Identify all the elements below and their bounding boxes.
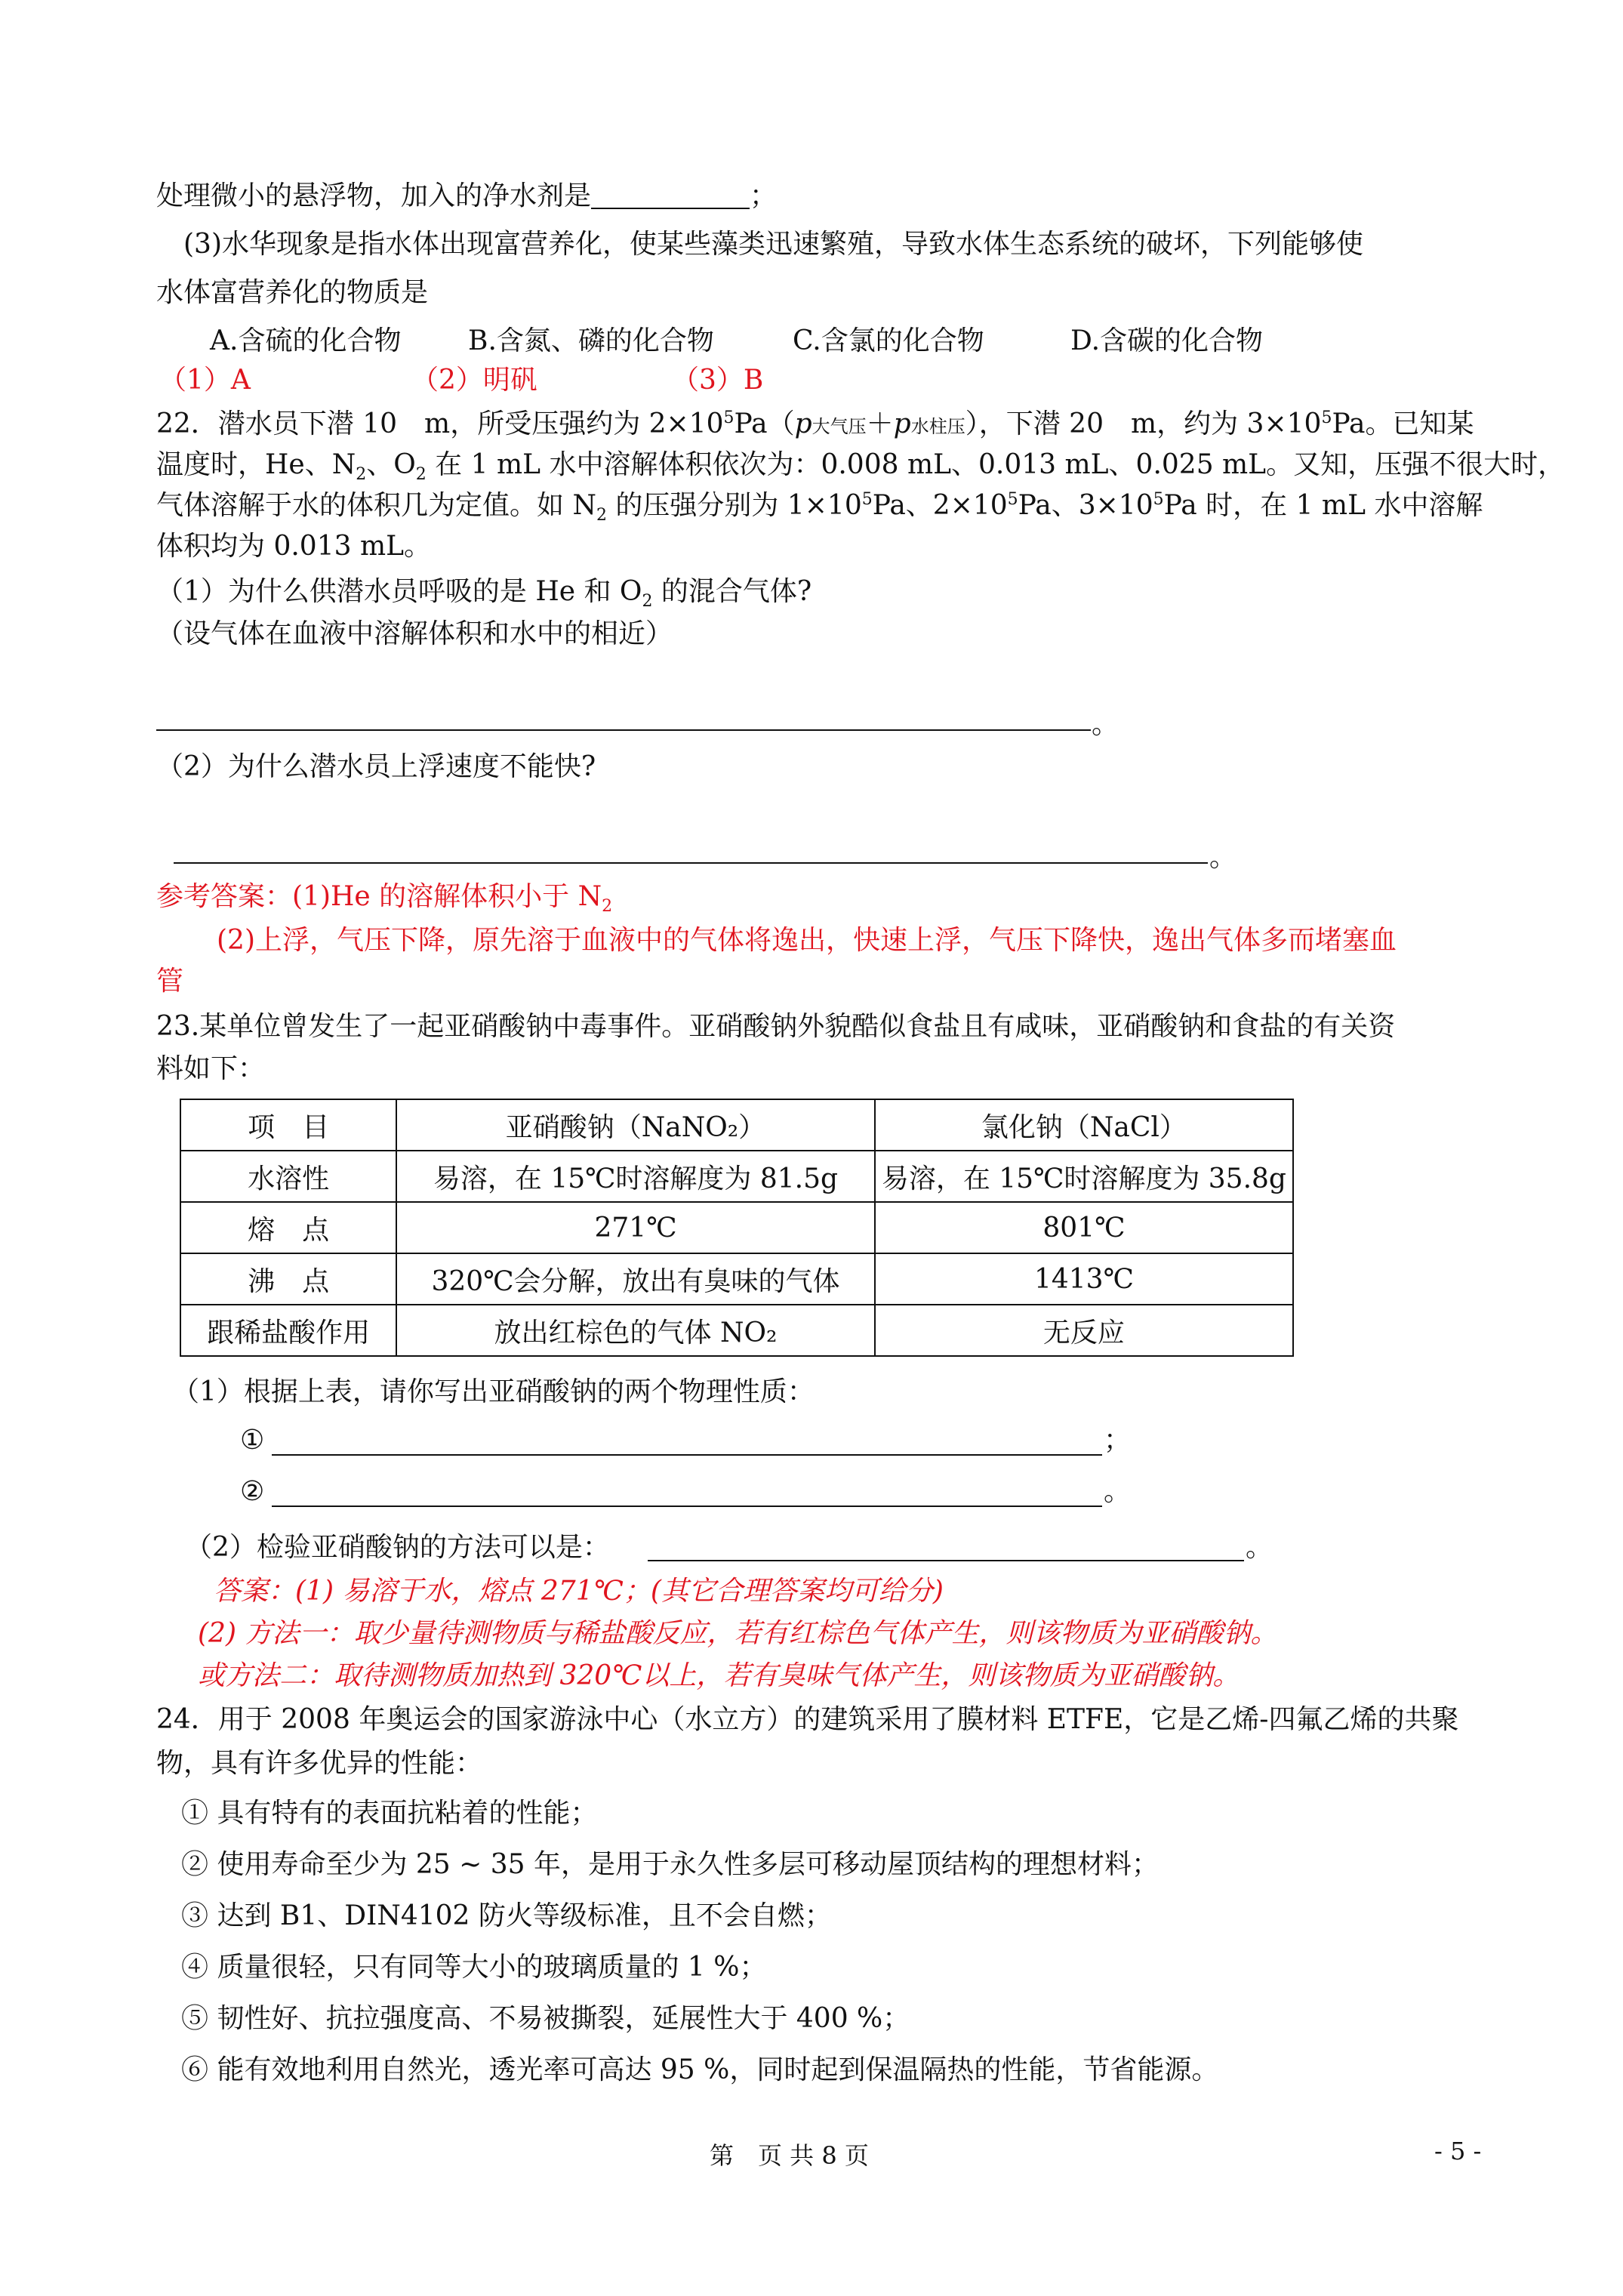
q22-line3: 气体溶解于水的体积几为定值。如 $N_2$ 的压强分别为 $1\times 10^5Pa$、$2\times 10^5Pa$、$3\times 10^5Pa$ 时，在 1 mL 水中溶解	[156, 490, 1483, 525]
table-header-cell: 项 目	[180, 1099, 396, 1151]
q23-answer-line-b[interactable]	[272, 1505, 1102, 1507]
q21-answer-blank[interactable]	[591, 180, 750, 209]
q22-sub2: （2）为什么潜水员上浮速度不能快?	[156, 751, 596, 782]
q24-line1: 24．用于 2008 年奥运会的国家游泳中心（水立方）的建筑采用了膜材料 ETFE，它是乙烯-四氟乙烯的共聚	[156, 1704, 1459, 1735]
page-number: - 5 -	[1434, 2137, 1482, 2165]
q24-item-3: ③ 达到 B1、DIN4102 防火等级标准，且不会自燃；	[181, 1900, 832, 1931]
q22-sub1-note: （设气体在血液中溶解体积和水中的相近）	[156, 618, 673, 649]
q21-option-b: B.含氮、磷的化合物	[468, 325, 714, 356]
q24-item-4: ④ 质量很轻，只有同等大小的玻璃质量的 1 %；	[181, 1952, 767, 1983]
q22-answer-2: (2)上浮，气压下降，原先溶于血液中的气体将逸出，快速上浮，气压下降快，逸出气体多而堵塞血	[217, 925, 1397, 956]
q23-answer-line-a[interactable]	[272, 1454, 1102, 1456]
q21-line2: (3)水华现象是指水体出现富营养化，使某些藻类迅速繁殖，导致水体生态系统的破坏，下列能够使	[183, 229, 1363, 260]
q23-sub2: （2）检验亚硝酸钠的方法可以是：	[185, 1532, 610, 1563]
q24-item-1: ① 具有特有的表面抗粘着的性能；	[181, 1798, 598, 1829]
q23-sub1: （1）根据上表，请你写出亚硝酸钠的两个物理性质：	[172, 1376, 815, 1407]
table-header-row	[180, 1099, 1293, 1151]
q22-answer-2-cont: 管	[156, 966, 184, 997]
table-header-cell: 氯化钠（NaCl）	[875, 1099, 1293, 1151]
table-row	[180, 1253, 1293, 1305]
table-cell: 801℃	[875, 1202, 1293, 1253]
q23-answer-3: 或方法二：取待测物质加热到 320℃以上，若有臭味气体产生，则该物质为亚硝酸钠。	[198, 1660, 1240, 1691]
q22-line2: 温度时，He、$N_2$、$O_2$ 在 1 mL 水中溶解体积依次为：0.008 mL、0.013 mL、0.025 mL。又知，压强不很大时，	[156, 449, 1566, 485]
q23-blank-b-label: ②	[240, 1476, 265, 1507]
q23-blank-b-end: 。	[1104, 1476, 1132, 1507]
q21-answer-1: （1）A	[159, 365, 251, 396]
q23-blank-a-end: ；	[1104, 1425, 1132, 1456]
page-footer-center: 第 页 共 8 页	[710, 2141, 869, 2170]
q22-line4: 体积均为 0.013 mL。	[156, 531, 431, 562]
q22-answer-line-2-end: 。	[1209, 842, 1237, 873]
q21-answer-3: （3）B	[672, 365, 764, 396]
q23-answer-1: 答案：(1) 易溶于水，熔点 271℃；(其它合理答案均可给分)	[214, 1576, 944, 1607]
q21-option-d: D.含碳的化合物	[1070, 325, 1264, 356]
q24-item-6: ⑥ 能有效地利用自然光，透光率可高达 95 %，同时起到保温隔热的性能，节省能源。	[181, 2054, 1219, 2085]
q23-blank-a-label: ①	[240, 1425, 265, 1456]
table-cell: 易溶，在 15℃时溶解度为 81.5g	[396, 1151, 875, 1202]
table-cell: 271℃	[396, 1202, 875, 1253]
table-cell: 易溶，在 15℃时溶解度为 35.8g	[875, 1151, 1293, 1202]
q22-answer-line-1[interactable]	[156, 729, 1091, 731]
properties-table	[180, 1099, 1294, 1357]
table-header-cell: 亚硝酸钠（NaNO₂）	[396, 1099, 875, 1151]
q21-option-c: C.含氯的化合物	[793, 325, 984, 356]
q23-answer-line-c[interactable]	[648, 1560, 1244, 1561]
table-row	[180, 1151, 1293, 1202]
table-cell: 320℃会分解，放出有臭味的气体	[396, 1253, 875, 1305]
table-cell: 水溶性	[180, 1151, 396, 1202]
q22-answer-line-1-end: 。	[1092, 709, 1119, 740]
table-cell: 放出红棕色的气体 NO₂	[396, 1305, 875, 1356]
table-cell: 熔 点	[180, 1202, 396, 1253]
q24-item-2: ② 使用寿命至少为 25 ~ 35 年，是用于永久性多层可移动屋顶结构的理想材料；	[181, 1849, 1159, 1880]
table-cell: 跟稀盐酸作用	[180, 1305, 396, 1356]
table-cell: 沸 点	[180, 1253, 396, 1305]
q23-line1: 23.某单位曾发生了一起亚硝酸钠中毒事件。亚硝酸钠外貌酷似食盐且有咸味，亚硝酸钠和食盐的有关资	[156, 1011, 1396, 1042]
q22-answer-1: 参考答案：(1)He 的溶解体积小于 $N_2$	[156, 881, 613, 917]
q21-answer-2: （2）明矾	[411, 365, 537, 396]
q23-line2: 料如下：	[156, 1053, 266, 1084]
q24-item-5: ⑤ 韧性好、抗拉强度高、不易被撕裂，延展性大于 400 %；	[181, 2003, 910, 2034]
table-cell: 无反应	[875, 1305, 1293, 1356]
q22-sub1: （1）为什么供潜水员呼吸的是 He 和 $O_2$ 的混合气体?	[156, 576, 812, 612]
q21-option-a: A.含硫的化合物	[210, 325, 402, 356]
table-cell: 1413℃	[875, 1253, 1293, 1305]
q22-answer-line-2[interactable]	[174, 862, 1208, 864]
q22-line1: 22．潜水员下潜 10 m，所受压强约为 $2\times 10^5Pa(p$大气压＋p水柱压），下潜 20 m，约为 $3\times 10^5Pa$。已知某	[156, 408, 1474, 439]
table-row	[180, 1305, 1293, 1356]
q21-line1: 处理微小的悬浮物，加入的净水剂是 ；	[156, 180, 778, 211]
table-row	[180, 1202, 1293, 1253]
q24-line2: 物，具有许多优异的性能：	[156, 1748, 483, 1779]
q23-sub2-end: 。	[1246, 1532, 1273, 1563]
q23-answer-2: (2) 方法一：取少量待测物质与稀盐酸反应，若有红棕色气体产生，则该物质为亚硝酸钠。	[198, 1618, 1278, 1649]
q21-line3: 水体富营养化的物质是	[156, 277, 429, 308]
